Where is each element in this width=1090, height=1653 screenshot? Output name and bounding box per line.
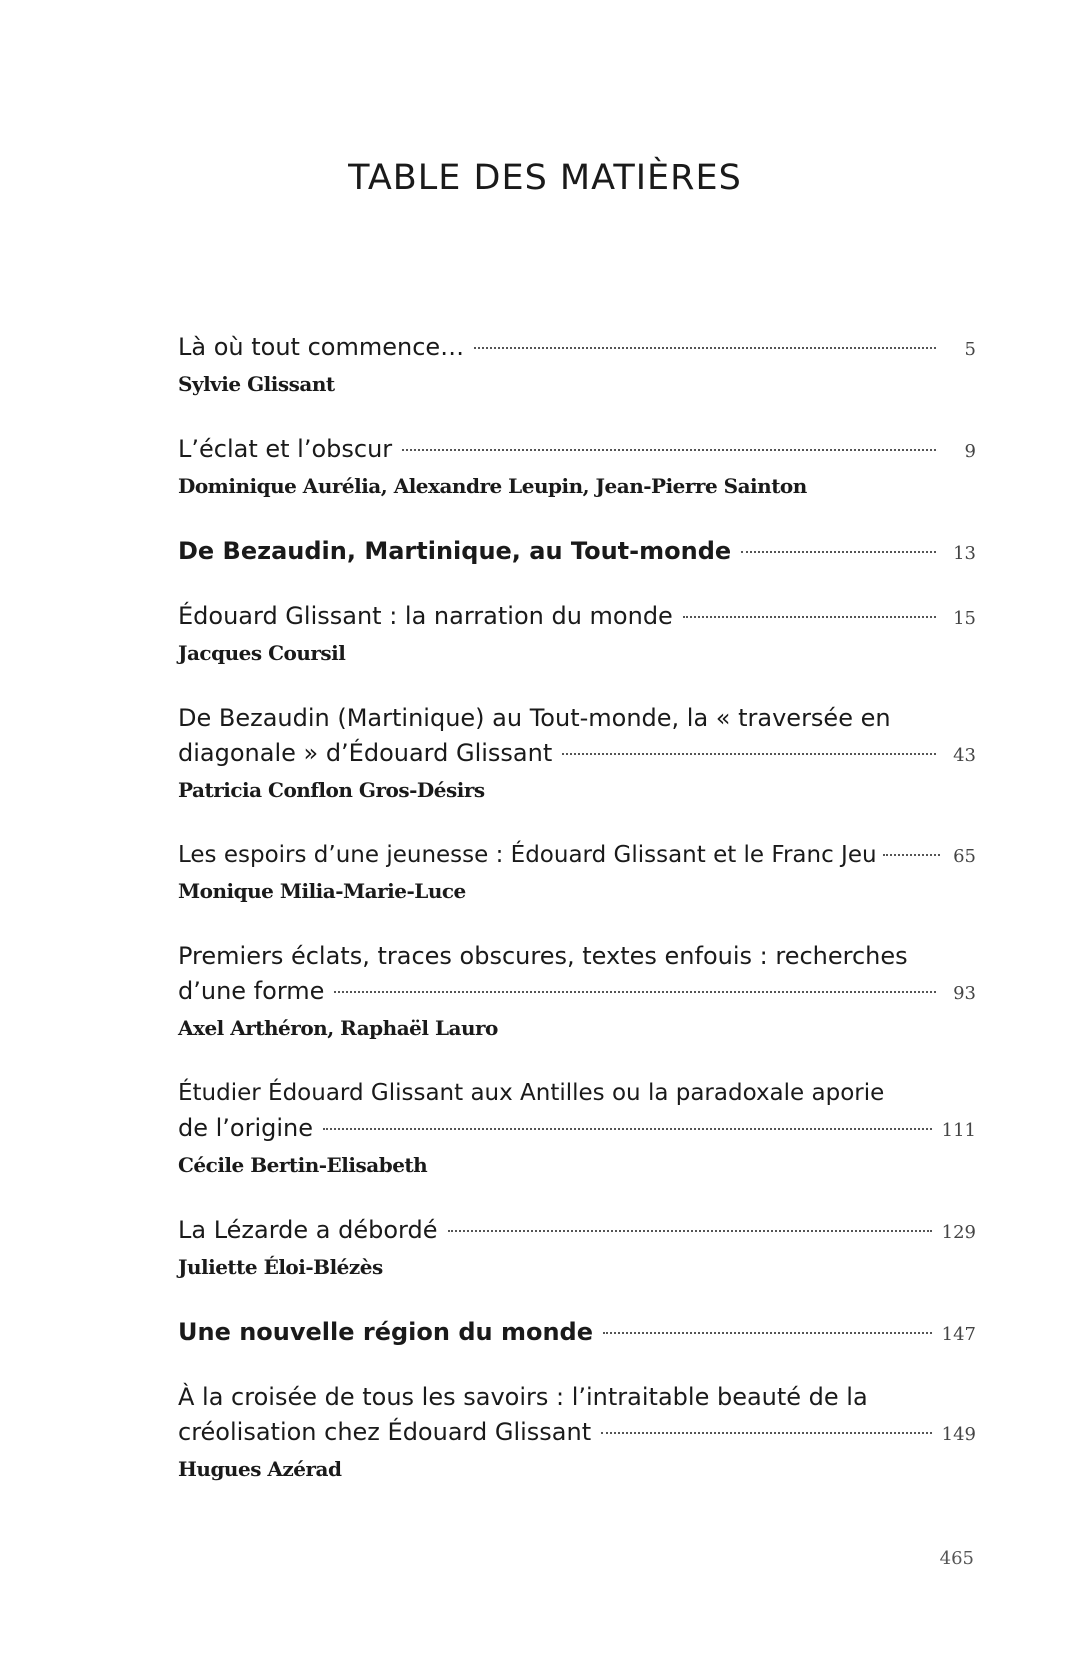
page-number: 15	[953, 608, 976, 629]
page-number: 43	[953, 745, 976, 766]
table-of-contents	[178, 330, 976, 1517]
entry-author: Dominique Aurélia, Alexandre Leupin, Jean-Pierre Sainton	[178, 474, 807, 498]
page-number: 149	[941, 1424, 976, 1445]
dot-leader	[474, 347, 936, 349]
entry-title: Là où tout commence…	[178, 333, 465, 361]
toc-line	[178, 736, 976, 773]
toc-line	[178, 838, 976, 874]
page-title: TABLE DES MATIÈRES	[348, 158, 742, 198]
toc-line	[178, 974, 976, 1011]
entry-title: La Lézarde a débordé	[178, 1216, 438, 1244]
entry-title: L’éclat et l’obscur	[178, 435, 393, 463]
entry-author: Cécile Bertin-Elisabeth	[178, 1153, 428, 1177]
dot-leader	[603, 1332, 932, 1334]
toc-line	[178, 1415, 976, 1452]
toc-entry	[178, 432, 976, 503]
entry-title: d’une forme	[178, 977, 325, 1005]
toc-entry	[178, 1076, 976, 1182]
toc-section-entry	[178, 1315, 976, 1352]
toc-line	[178, 1213, 976, 1250]
entry-title-line: Premiers éclats, traces obscures, textes enfouis : recherches	[178, 942, 908, 970]
toc-entry	[178, 701, 976, 807]
page-number: 65	[953, 846, 976, 867]
entry-title: Édouard Glissant : la narration du monde	[178, 602, 673, 630]
toc-line	[178, 432, 976, 469]
toc-section-entry	[178, 534, 976, 571]
page-number: 13	[953, 543, 976, 564]
entry-title-line: De Bezaudin (Martinique) au Tout-monde, la « traversée en	[178, 704, 891, 732]
page-number: 5	[964, 339, 976, 360]
toc-line	[178, 534, 976, 571]
toc-entry	[178, 1380, 976, 1486]
entry-author: Juliette Éloi-Blézès	[178, 1255, 383, 1279]
entry-title-line: Étudier Édouard Glissant aux Antilles ou la paradoxale aporie	[178, 1080, 885, 1106]
dot-leader	[334, 991, 936, 993]
page-number: 93	[953, 983, 976, 1004]
toc-entry	[178, 1213, 976, 1284]
section-title: Une nouvelle région du monde	[178, 1318, 593, 1346]
toc-entry	[178, 599, 976, 670]
folio-page-number: 465	[939, 1548, 974, 1569]
entry-author: Sylvie Glissant	[178, 372, 335, 396]
entry-title-line: À la croisée de tous les savoirs : l’intraitable beauté de la	[178, 1383, 868, 1411]
dot-leader	[402, 449, 936, 451]
toc-line	[178, 1111, 976, 1148]
dot-leader	[323, 1128, 932, 1130]
toc-entry	[178, 838, 976, 908]
entry-title: diagonale » d’Édouard Glissant	[178, 739, 553, 767]
entry-title: Les espoirs d’une jeunesse : Édouard Glissant et le Franc Jeu	[178, 842, 877, 868]
section-title: De Bezaudin, Martinique, au Tout-monde	[178, 537, 732, 565]
dot-leader	[741, 551, 936, 553]
page-number: 111	[941, 1120, 976, 1141]
entry-author: Monique Milia-Marie-Luce	[178, 879, 466, 903]
entry-author: Hugues Azérad	[178, 1457, 342, 1481]
toc-entry	[178, 330, 976, 401]
dot-leader	[562, 753, 936, 755]
entry-author: Patricia Conflon Gros-Désirs	[178, 778, 485, 802]
toc-line	[178, 1315, 976, 1352]
dot-leader	[448, 1230, 932, 1232]
toc-line	[178, 599, 976, 636]
dot-leader	[883, 854, 940, 856]
entry-title: de l’origine	[178, 1114, 314, 1142]
entry-title: créolisation chez Édouard Glissant	[178, 1418, 592, 1446]
page-number: 9	[964, 441, 976, 462]
toc-line	[178, 330, 976, 367]
dot-leader	[601, 1432, 932, 1434]
page-number: 129	[941, 1222, 976, 1243]
toc-entry	[178, 939, 976, 1045]
page-number: 147	[941, 1324, 976, 1345]
entry-author: Jacques Coursil	[178, 641, 346, 665]
dot-leader	[683, 616, 936, 618]
entry-author: Axel Arthéron, Raphaël Lauro	[178, 1016, 498, 1040]
